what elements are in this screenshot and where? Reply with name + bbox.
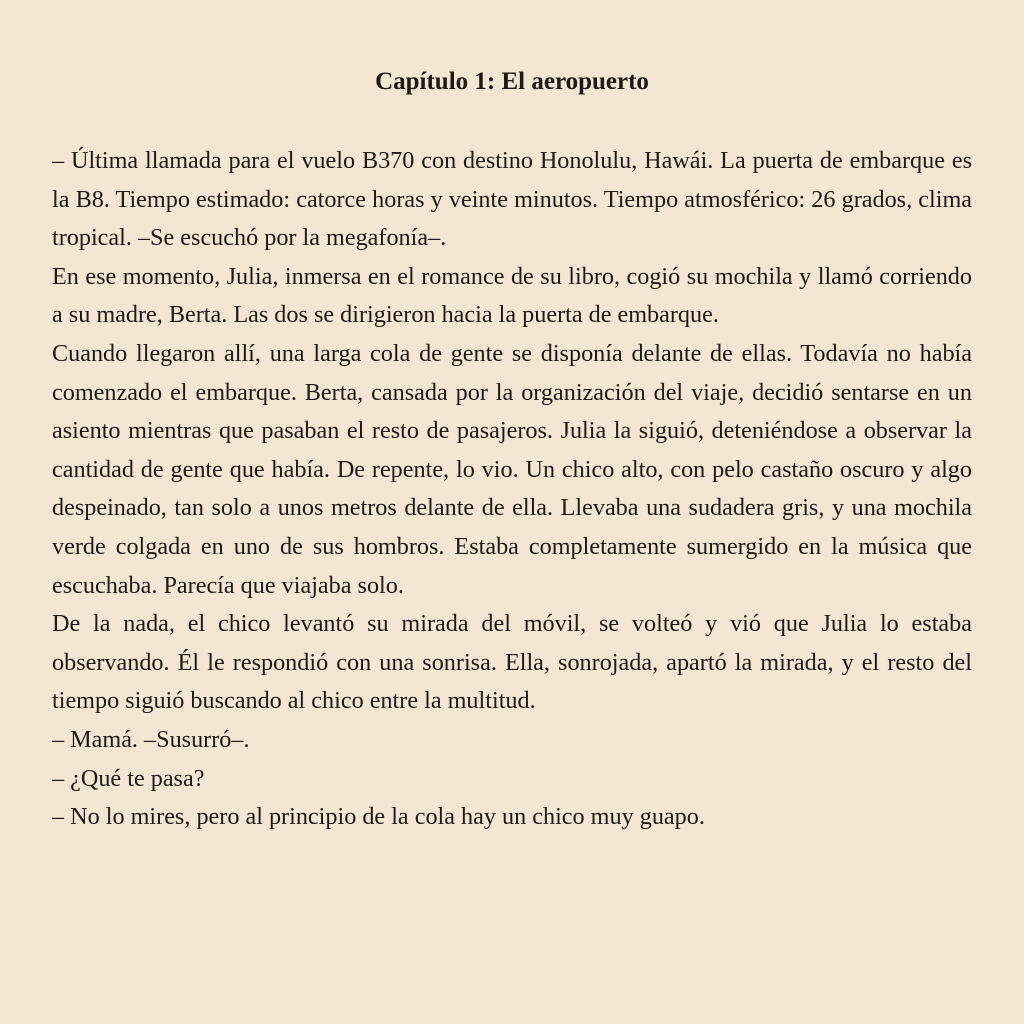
- chapter-body: [52, 142, 972, 837]
- paragraph-announcement: – Última llamada para el vuelo B370 con destino Honolulu, Hawái. La puerta de embarque es la B8. Tiempo estimado: catorce horas y veinte minutos. Tiempo atmosférico: 26 grados, clima tropical. –Se escuchó por la megafonía–.: [52, 147, 972, 252]
- paragraph-queue: Cuando llegaron allí, una larga cola de gente se disponía delante de ellas. Todavía no había comenzado el embarque. Berta, cansada por la organización del viaje, decidió sentarse en un asiento mientras que pasaban el resto de pasajeros. Julia la siguió, deteniéndose a observar la cantidad de gente que había. De repente, lo vio. Un chico alto, con pelo castaño oscuro y algo despeinado, tan solo a unos metros delante de ella. Llevaba una sudadera gris, y una mochila verde colgada en uno de sus hombros. Estaba completamente sumergido en la música que escuchaba. Parecía que viajaba solo.: [52, 339, 972, 599]
- dialogue-line: – Mamá. –Susurró–.: [52, 725, 250, 753]
- paragraph-smile: De la nada, el chico levantó su mirada del móvil, se volteó y vió que Julia lo estaba observando. Él le respondió con una sonrisa. Ella, sonrojada, apartó la mirada, y el resto del tiempo siguió buscando al chico entre la multitud.: [52, 610, 972, 715]
- dialogue-line: – No lo mires, pero al principio de la cola hay un chico muy guapo.: [52, 803, 705, 831]
- chapter-title: Capítulo 1: El aeropuerto: [375, 68, 649, 95]
- dialogue-line: – ¿Qué te pasa?: [52, 764, 205, 792]
- paragraph-julia-leaves: En ese momento, Julia, inmersa en el romance de su libro, cogió su mochila y llamó corriendo a su madre, Berta. Las dos se dirigieron hacia la puerta de embarque.: [52, 262, 972, 329]
